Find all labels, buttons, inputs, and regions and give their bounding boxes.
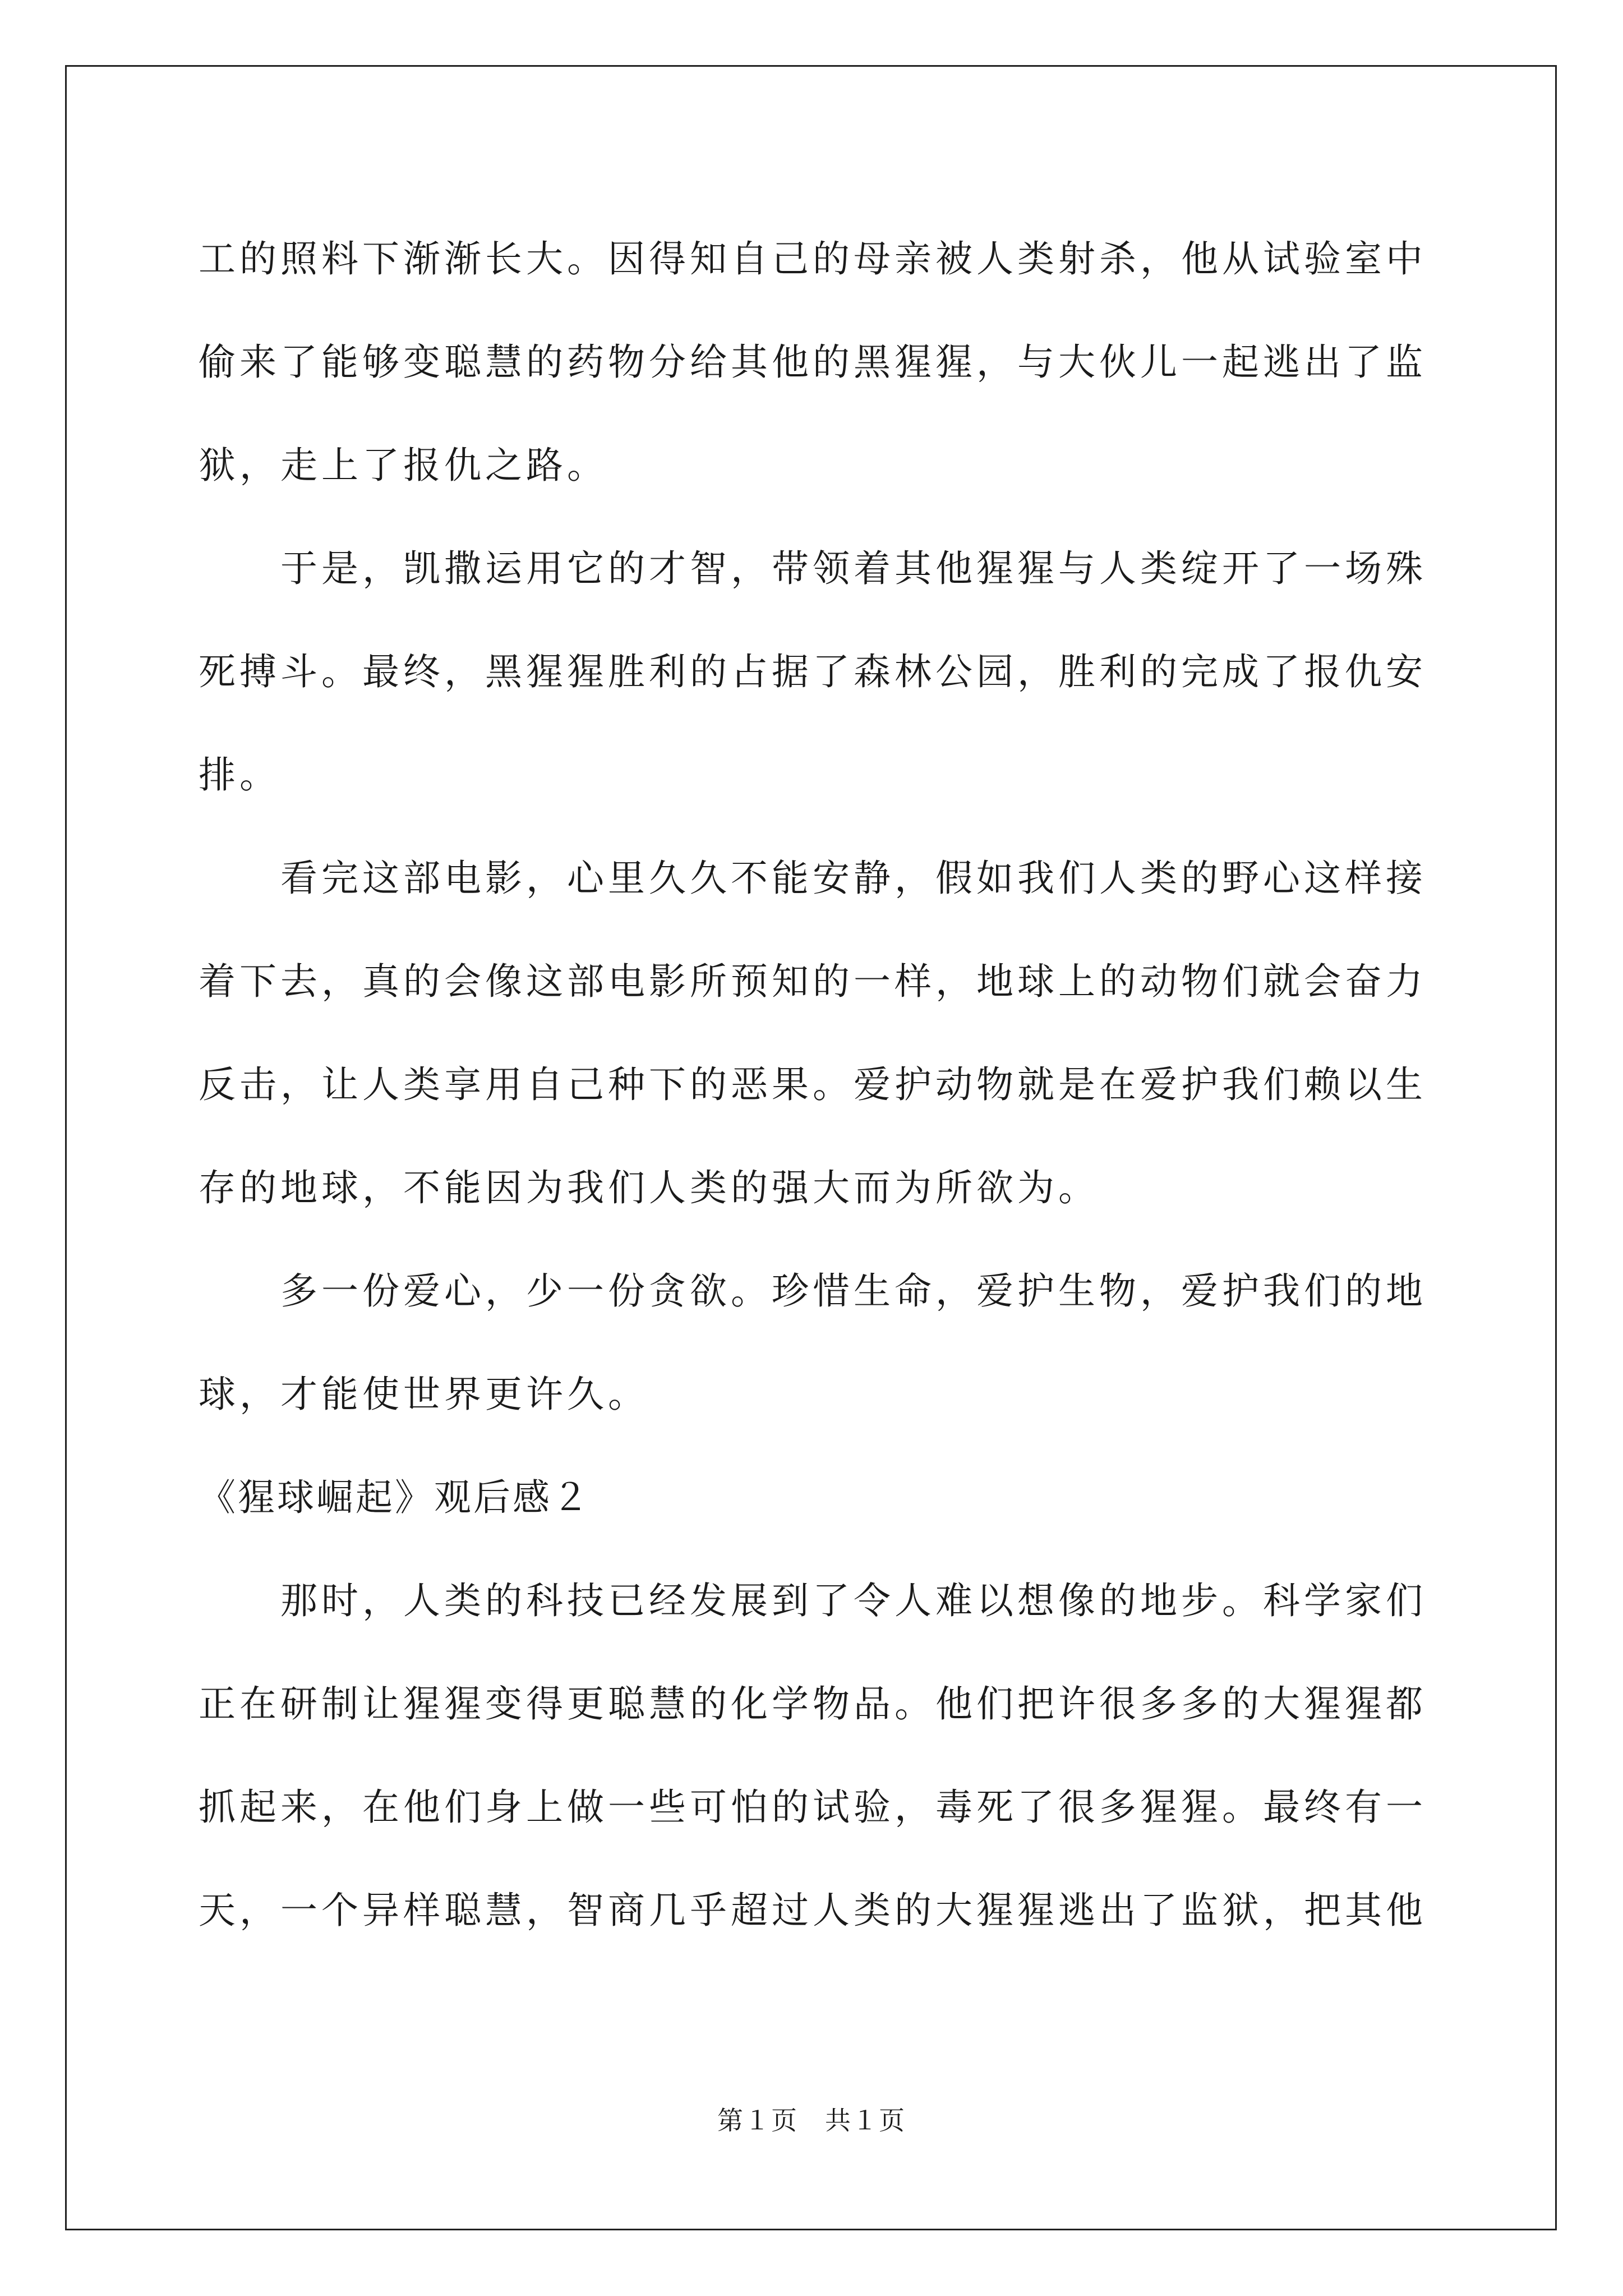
section-heading: 《猩球崛起》观后感２ <box>199 1476 591 1519</box>
paragraph-start-line: 于是，凯撒运用它的才智，带领着其他猩猩与人类绽开了一场殊 <box>280 547 1427 590</box>
text-line: 着下去，真的会像这部电影所预知的一样，地球上的动物们就会奋力 <box>199 960 1427 1003</box>
text-line: 排。 <box>199 753 280 797</box>
paragraph-start-line: 那时，人类的科技已经发展到了令人难以想像的地步。科学家们 <box>280 1579 1427 1622</box>
text-line: 抓起来，在他们身上做一些可怕的试验，毒死了很多猩猩。最终有一 <box>199 1786 1427 1829</box>
page-footer <box>0 2100 1623 2137</box>
page-number: 第１页 <box>717 2105 798 2136</box>
page-total: 共１页 <box>825 2105 906 2136</box>
text-line: 死搏斗。最终，黑猩猩胜利的占据了森林公园，胜利的完成了报仇安 <box>199 650 1427 693</box>
text-line: 正在研制让猩猩变得更聪慧的化学物品。他们把许很多多的大猩猩都 <box>199 1682 1427 1726</box>
paragraph-start-line: 多一份爱心，少一份贪欲。珍惜生命，爱护生物，爱护我们的地 <box>280 1269 1427 1313</box>
text-line: 天，一个异样聪慧，智商几乎超过人类的大猩猩逃出了监狱，把其他 <box>199 1889 1427 1932</box>
text-line: 球，才能使世界更许久。 <box>199 1373 649 1416</box>
text-line: 狱，走上了报仇之路。 <box>199 444 608 487</box>
document-body <box>199 208 1427 1962</box>
text-line: 偷来了能够变聪慧的药物分给其他的黑猩猩，与大伙儿一起逃出了监 <box>199 341 1427 384</box>
text-line: 工的照料下渐渐长大。因得知自己的母亲被人类射杀，他从试验室中 <box>199 237 1427 280</box>
text-line: 反击，让人类享用自己种下的恶果。爱护动物就是在爱护我们赖以生 <box>199 1063 1427 1106</box>
text-line: 存的地球，不能因为我们人类的强大而为所欲为。 <box>199 1166 1099 1209</box>
paragraph-start-line: 看完这部电影，心里久久不能安静，假如我们人类的野心这样接 <box>280 857 1427 900</box>
